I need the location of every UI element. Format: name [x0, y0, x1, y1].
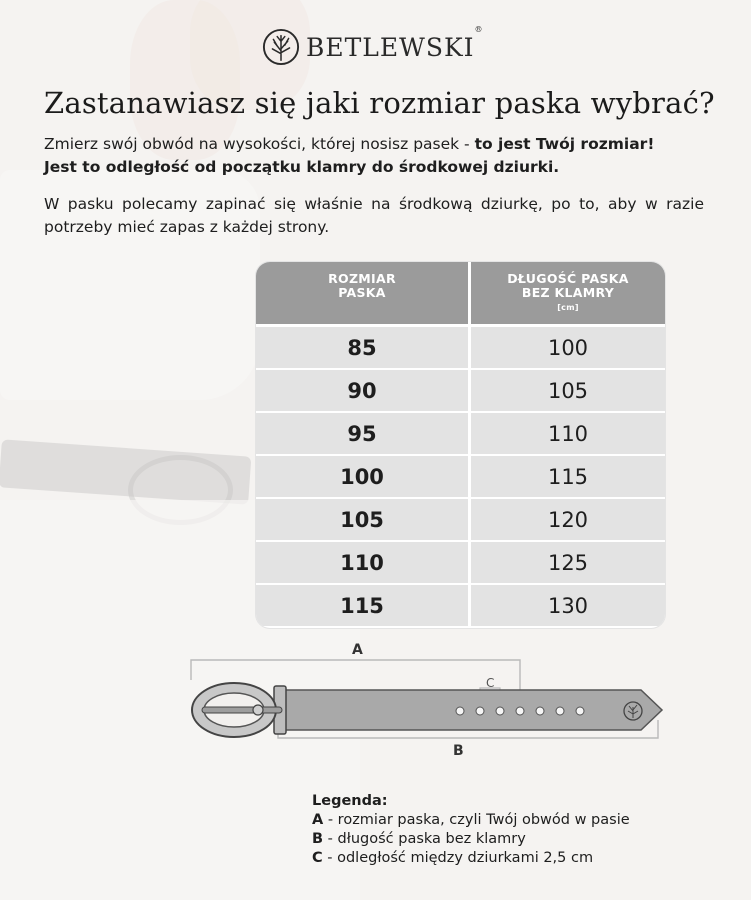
- length-cell: 130: [471, 585, 665, 626]
- table-row: [256, 542, 665, 583]
- legend-text: - długość paska bez klamry: [323, 831, 526, 847]
- size-cell: 110: [256, 542, 468, 583]
- size-cell: 95: [256, 413, 468, 454]
- table-row: [256, 499, 665, 540]
- brand-logo: [262, 24, 484, 67]
- registered-mark: ®: [474, 24, 484, 34]
- legend-key: C: [312, 850, 323, 866]
- table-row: [256, 327, 665, 368]
- legend-title: Legenda:: [312, 793, 388, 809]
- page-title: Zastanawiasz się jaki rozmiar paska wybrać?: [44, 86, 715, 120]
- size-cell: 85: [256, 327, 468, 368]
- header-size-line1: ROZMIAR: [328, 271, 396, 286]
- legend: [312, 792, 630, 868]
- belt-illustration: [186, 640, 676, 770]
- table-row: [256, 456, 665, 497]
- header-length-line1: DŁUGOŚĆ PASKA: [507, 271, 629, 286]
- length-cell: 100: [471, 327, 665, 368]
- length-cell: 125: [471, 542, 665, 583]
- label-a: A: [352, 642, 363, 658]
- length-cell: 115: [471, 456, 665, 497]
- label-c: C: [486, 676, 495, 690]
- intro-line1: Zmierz swój obwód na wysokości, której nosisz pasek -: [44, 135, 475, 153]
- legend-key: B: [312, 831, 324, 847]
- intro-line1-emphasis: to jest Twój rozmiar!: [474, 135, 655, 153]
- label-b: B: [453, 743, 464, 759]
- legend-item-b: [312, 830, 630, 849]
- size-table: [256, 262, 665, 628]
- header-length-unit: [cm]: [557, 303, 579, 312]
- brand-name: BETLEWSKI: [306, 32, 475, 62]
- legend-key: A: [312, 812, 324, 828]
- size-cell: 115: [256, 585, 468, 626]
- size-cell: 90: [256, 370, 468, 411]
- table-row: [256, 370, 665, 411]
- table-row: [256, 413, 665, 454]
- legend-item-c: [312, 849, 630, 868]
- intro-line2: Jest to odległość od początku klamry do środkowej dziurki.: [44, 158, 560, 176]
- legend-item-a: [312, 811, 630, 830]
- legend-text: - rozmiar paska, czyli Twój obwód w pasie: [323, 812, 630, 828]
- size-cell: 105: [256, 499, 468, 540]
- table-header: [256, 262, 665, 324]
- column-header-length: [471, 262, 665, 324]
- size-cell: 100: [256, 456, 468, 497]
- length-cell: 105: [471, 370, 665, 411]
- advice-text: W pasku polecamy zapinać się właśnie na środkową dziurkę, po to, aby w razie potrzeby mieć zapas z każdej strony.: [44, 195, 704, 236]
- header-size-line2: PASKA: [338, 285, 386, 300]
- intro-text: [44, 133, 704, 179]
- length-cell: 120: [471, 499, 665, 540]
- column-header-size: [256, 262, 468, 324]
- belt-diagram: [186, 640, 676, 770]
- table-row: [256, 585, 665, 626]
- tree-icon: [262, 28, 300, 66]
- length-cell: 110: [471, 413, 665, 454]
- legend-text: - odległość między dziurkami 2,5 cm: [322, 850, 594, 866]
- header-length-line2: BEZ KLAMRY: [521, 285, 615, 300]
